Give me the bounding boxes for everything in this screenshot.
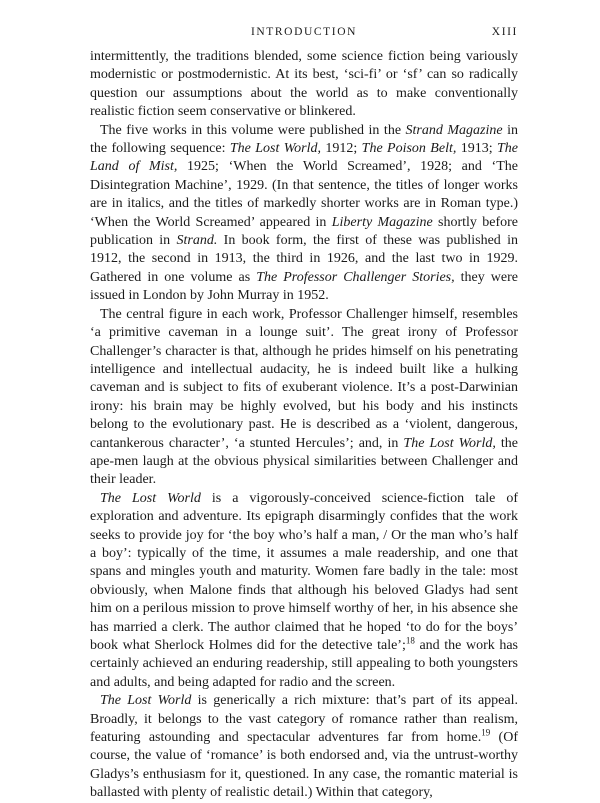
paragraph-challenger-character [90, 306, 518, 490]
italic-title: The Lost World, [229, 141, 321, 157]
italic-title: The Poison Belt, [361, 141, 457, 157]
italic-title: The Land of Mist, [90, 141, 519, 175]
text-run: (Of course, the value of ‘romance’ is both endorsed and, via the untrust-worthy Gladys’s enthusiasm for it, questioned. In any case, the romantic material is ballasted with plenty of realistic detail.) Within that category, [90, 730, 518, 801]
italic-title: The Professor Challenger Stories, [256, 269, 455, 285]
italic-title: Liberty Magazine [331, 214, 433, 230]
text-run: 1925; ‘When the World Screamed’, 1928; and ‘The Disintegration Machine’, 1929. (In that sentence, the titles of longer works are in italics, and the titles of markedly shorter works are in Roman type.) ‘When the World Screamed’ appeared in [90, 159, 518, 230]
italic-title: Strand Magazine [405, 122, 503, 138]
text-run: is generically a rich mixture: that’s part of its appeal. Broadly, it belongs to the vast category of romance rather than realism, featuring astounding and spectacular adventures far from home. [90, 693, 518, 746]
running-head-title: INTRODUCTION [250, 26, 358, 38]
text-run: shortly before publication in [90, 214, 518, 249]
text-run: and the work has certainly achieved an enduring readership, still appealing to both youngsters and adults, and being adapted for radio and the screen. [90, 638, 518, 690]
italic-title: The Lost World [100, 693, 192, 709]
text-run: The five works in this volume were published in the [100, 122, 406, 138]
footnote-marker: 18 [405, 635, 415, 646]
text-run: the ape-men laugh at the obvious physical similarities between Challenger and their leader. [90, 435, 519, 488]
text-run: 1912; [321, 141, 362, 157]
text-run: in the following sequence: [90, 122, 519, 157]
text-run: is a vigorously-conceived science-fiction tale of exploration and adventure. Its epigraph disarmingly confides that the work seeks to provide joy for ‘the boy who’s half a man, / Or the man who’s half a boy’: typically of the time, it assumes a male readership, and one that spans and mingles youth and maturity. Women fare badly in the tale: most obviously, when Malone finds that although his beloved Gladys had sent him on a perilous mission to prove himself worthy of her, in his absence she has married a clerk. The author claimed that he hoped ‘to do for the boys’ book what Sherlock Holmes did for the detective tale’; [90, 490, 519, 653]
page-number: XIII [491, 26, 518, 38]
text-run: The central figure in each work, Professor Challenger himself, resembles ‘a primitive caveman in a lounge suit’. The great irony of Professor Challenger’s character is that, although he prides himself on his penetrating intelligence and intellectual audacity, he is indeed built like a hulking caveman and is subject to fits of exuberant violence. It’s a post-Darwinian irony: his brain may be highly evolved, but his body and his instincts belong to the evolutionary past. He is described as a ‘violent, dangerous, cantankerous character’, ‘a stunted Hercules’; and, in [90, 306, 518, 451]
paragraph-publication-history [90, 122, 518, 306]
running-head [90, 26, 518, 48]
body-text [90, 48, 518, 803]
book-page [90, 26, 518, 803]
paragraph-lost-world-genre [90, 692, 518, 802]
italic-title: The Lost World [100, 490, 201, 506]
paragraph-continued [90, 48, 518, 122]
italic-title: The Lost World, [403, 435, 496, 451]
text-run: In book form, the first of these was published in 1912, the second in 1913, the third in 1926, and the last two in 1929. Gathered in one volume as [90, 233, 518, 285]
paragraph-lost-world-readership [90, 490, 518, 692]
text-run: they were issued in London by John Murray in 1952. [90, 269, 518, 304]
footnote-marker: 19 [481, 727, 491, 738]
italic-title: Strand. [176, 233, 218, 249]
text-run: intermittently, the traditions blended, some science fiction being variously modernistic or postmodernistic. At its best, ‘sci-fi’ or ‘sf’ can so radically question our assumptions about the world as to make conventionally realistic fiction seem conservative or blinkered. [90, 49, 518, 120]
text-run: 1913; [456, 141, 498, 157]
